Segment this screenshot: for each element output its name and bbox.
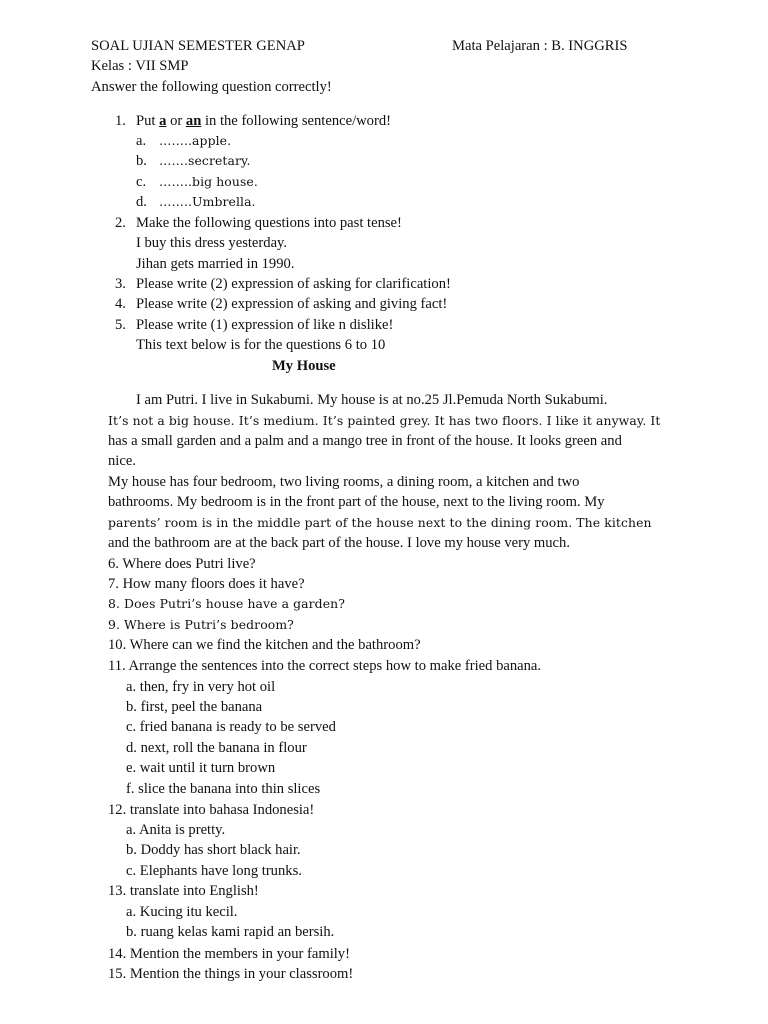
q11-step: d. next, roll the banana in flour xyxy=(126,740,307,756)
reading-intro: This text below is for the questions 6 to 10 xyxy=(136,337,386,353)
class-label: Kelas : VII SMP xyxy=(91,58,189,74)
q12-item: b. Doddy has short black hair. xyxy=(126,842,301,858)
q2-sentence: I buy this dress yesterday. xyxy=(136,235,288,251)
q1-option-text: ……..Umbrella. xyxy=(159,194,256,209)
q11-step: e. wait until it turn brown xyxy=(126,760,276,776)
q3-text: Please write (2) expression of asking for clarification! xyxy=(136,276,451,292)
q11-step: b. first, peel the banana xyxy=(126,699,263,715)
reading-line: I am Putri. I live in Sukabumi. My house is at no.25 Jl.Pemuda North Sukabumi. xyxy=(136,392,608,408)
q5-number: 5. xyxy=(115,317,126,333)
reading-line: parents’ room is in the middle part of the house next to the dining room. The kitchen xyxy=(108,515,652,530)
q1-text: Put a or an in the following sentence/word! xyxy=(136,113,391,129)
reading-title: My House xyxy=(272,358,336,374)
question-10: 10. Where can we find the kitchen and the bathroom? xyxy=(108,637,421,653)
reading-line: has a small garden and a palm and a mango tree in front of the house. It looks green and xyxy=(108,433,622,449)
question-11: 11. Arrange the sentences into the correct steps how to make fried banana. xyxy=(108,658,542,674)
reading-line: nice. xyxy=(108,453,136,469)
q1-option-text: …….secretary. xyxy=(159,153,251,168)
q1-option-text: ……..apple. xyxy=(159,133,232,148)
question-14: 14. Mention the members in your family! xyxy=(108,946,350,962)
q11-step: a. then, fry in very hot oil xyxy=(126,679,276,695)
question-12: 12. translate into bahasa Indonesia! xyxy=(108,802,315,818)
q13-item: a. Kucing itu kecil. xyxy=(126,904,238,920)
q5-text: Please write (1) expression of like n dislike! xyxy=(136,317,394,333)
exam-title: SOAL UJIAN SEMESTER GENAP xyxy=(91,38,305,54)
q12-item: c. Elephants have long trunks. xyxy=(126,863,302,879)
question-13: 13. translate into English! xyxy=(108,883,259,899)
question-8: 8. Does Putri’s house have a garden? xyxy=(108,596,345,611)
q13-item: b. ruang kelas kami rapid an bersih. xyxy=(126,924,335,940)
reading-line: and the bathroom are at the back part of the house. I love my house very much. xyxy=(108,535,570,551)
q4-number: 4. xyxy=(115,296,126,312)
instruction: Answer the following question correctly! xyxy=(91,79,332,95)
question-6: 6. Where does Putri live? xyxy=(108,556,256,572)
q2-text: Make the following questions into past tense! xyxy=(136,215,402,231)
q1-article-an: an xyxy=(185,113,202,129)
reading-line: It’s not a big house. It’s medium. It’s painted grey. It has two floors. I like it anyway. It xyxy=(108,413,661,428)
q4-text: Please write (2) expression of asking and giving fact! xyxy=(136,296,448,312)
reading-line: bathrooms. My bedroom is in the front part of the house, next to the living room. My xyxy=(108,494,605,510)
q11-step: c. fried banana is ready to be served xyxy=(126,719,336,735)
q2-number: 2. xyxy=(115,215,126,231)
q11-step: f. slice the banana into thin slices xyxy=(126,781,321,797)
question-9: 9. Where is Putri’s bedroom? xyxy=(108,617,294,632)
q1-option-letter: b. xyxy=(136,153,147,169)
subject-label: Mata Pelajaran : B. INGGRIS xyxy=(452,38,628,54)
reading-line: My house has four bedroom, two living rooms, a dining room, a kitchen and two xyxy=(108,474,580,490)
q1-option-letter: c. xyxy=(136,174,147,190)
question-7: 7. How many floors does it have? xyxy=(108,576,305,592)
q1-number: 1. xyxy=(115,113,126,129)
question-15: 15. Mention the things in your classroom! xyxy=(108,966,354,982)
q1-option-text: ……..big house. xyxy=(159,174,258,189)
q3-number: 3. xyxy=(115,276,126,292)
q1-option-letter: a. xyxy=(136,133,147,149)
q12-item: a. Anita is pretty. xyxy=(126,822,226,838)
q1-article-a: a xyxy=(159,113,167,129)
q2-sentence: Jihan gets married in 1990. xyxy=(136,256,295,272)
q1-option-letter: d. xyxy=(136,194,147,210)
